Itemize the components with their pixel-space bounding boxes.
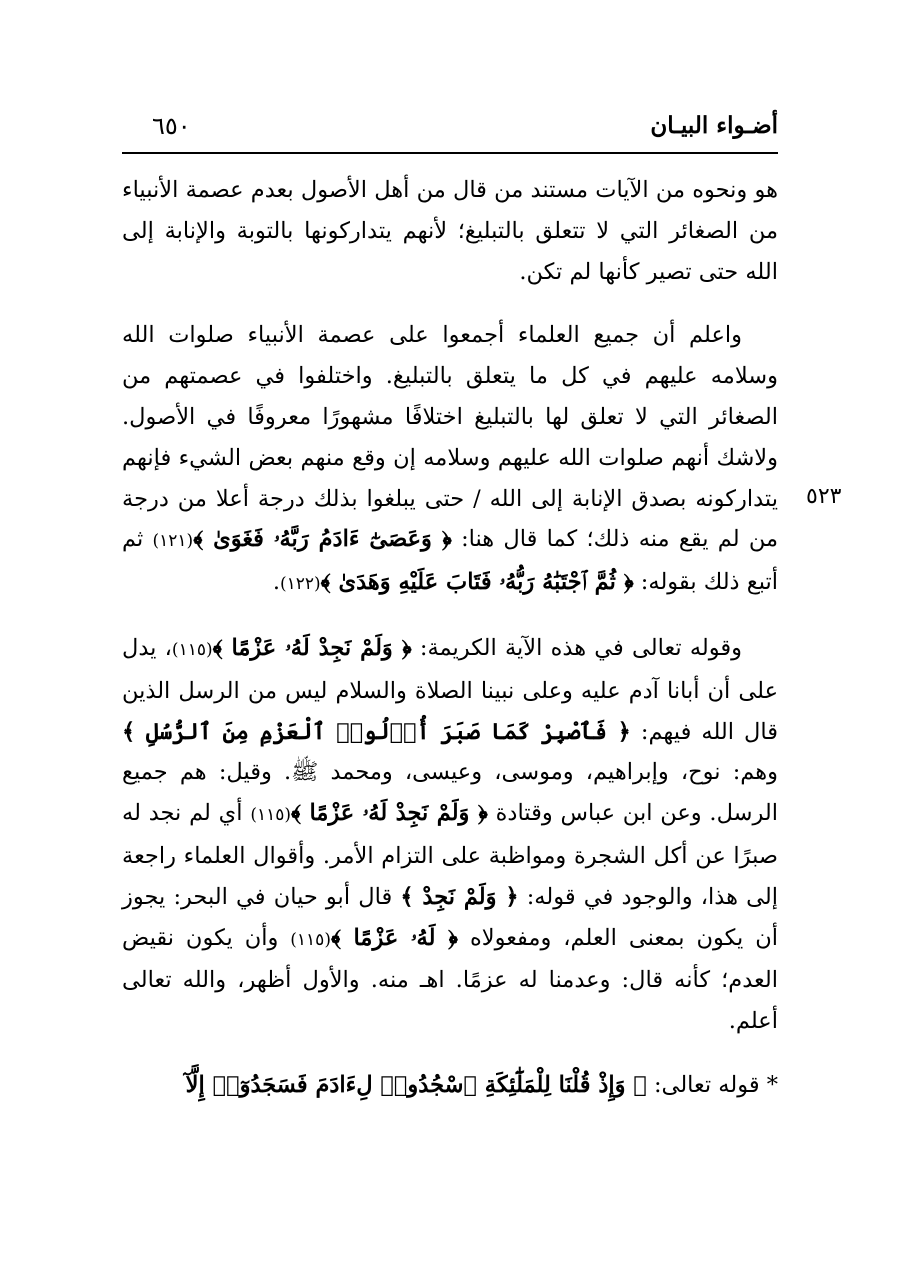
paragraph-3-text: وقوله تعالى في هذه الآية الكريمة: (411, 634, 743, 661)
quran-verse: ﴿ وَلَمْ نَجِدْ لَهُۥ عَزْمًا ﴾ (212, 634, 412, 661)
ayah-number: (١١٥) (171, 639, 213, 660)
ayah-number: (١١٥) (290, 929, 331, 950)
paragraph-3-text: وأن يكون نقيض العدم؛ كأنه قال: وعدمنا له عزمًا. اهـ منه. والأول أظهر، والله تعالى أعلم. (122, 924, 778, 1035)
paragraph-1: هو ونحوه من الآيات مستند من قال من أهل الأصول بعدم عصمة الأنبياء من الصغائر التي لا تتعلق بالتبليغ؛ لأنهم يتداركونها بالتوبة والإنابة إلى الله حتى تصير كأنها لم تكن. (122, 177, 778, 285)
quran-verse: ﴿ وَإِذْ قُلْنَا لِلْمَلَٰٓئِكَةِ ٱسْجُدُوا۟ لِءَادَمَ فَسَجَدُوٓا۟ إِلَّآ (185, 1071, 647, 1098)
page-number: ٦٥٠ (152, 112, 191, 140)
ayah-number: (١٢١) (152, 531, 194, 552)
paragraph-3-text: ، يدل على أن أبانا آدم عليه وعلى نبينا الصلاة والسلام ليس من الرسل الذين قال الله فيهم: (122, 634, 778, 745)
margin-page-marker: ٥٢٣ (806, 484, 842, 509)
paragraph-3-text: وهم: نوح، وإبراهيم، وموسى، وعيسى، ومحمد ﷺ. وقيل: هم جميع الرسل. وعن ابن عباس وقتادة (122, 759, 778, 827)
quran-verse: ﴿ وَعَصَىٰٓ ءَادَمُ رَبَّهُۥ فَغَوَىٰ ﴾ (193, 526, 452, 553)
quran-verse: ﴿ لَهُۥ عَزْمًا ﴾ (330, 924, 459, 951)
paragraph-2-mid: ثم أتبع ذلك بقوله: (122, 526, 778, 596)
paragraph-3-text: قال أبو حيان في البحر: يجوز أن يكون بمعنى العلم، ومفعولاه (122, 883, 778, 951)
quran-verse: ﴿ فَٱصْبِرْ كَمَا صَبَرَ أُو۟لُوا۟ ٱلْعَزْمِ مِنَ ٱلرُّسُلِ ﴾ (122, 718, 631, 745)
page-body (122, 170, 778, 1106)
paragraph-4 (122, 1065, 778, 1106)
quran-verse: ﴿ ثُمَّ ٱجْتَبَٰهُ رَبُّهُۥ فَتَابَ عَلَيْهِ وَهَدَىٰ ﴾ (320, 569, 634, 596)
page-header (122, 112, 778, 148)
paragraph-3 (122, 628, 778, 1042)
ayah-number: (١١٥) (250, 805, 292, 826)
ayah-number: (١٢٢) (279, 574, 321, 595)
paragraph-2-text: واعلم أن جميع العلماء أجمعوا على عصمة الأنبياء صلوات الله وسلامه عليهم في كل ما يتعلق بالتبليغ. واختلفوا في عصمتهم من الصغائر التي لا تعلق لها بالتبليغ اختلافًا مشهورًا معروفًا في الأصول. ولاشك أنهم صلوات الله عليهم وسلامه إن وقع منهم بعض الشيء فإنهم يتداركونه بصدق الإنابة إلى الله / حتى يبلغوا بذلك درجة أعلا من درجة من لم يقع منه ذلك؛ كما قال هنا: (122, 322, 778, 553)
paragraph-2 (122, 315, 778, 605)
quran-verse: ﴿ وَلَمْ نَجِدْ ﴾ (400, 883, 519, 910)
book-title: أضـواء البيـان (650, 112, 778, 139)
quran-verse: ﴿ وَلَمْ نَجِدْ لَهُۥ عَزْمًا ﴾ (291, 800, 488, 827)
header-rule (122, 152, 778, 154)
paragraph-2-end: . (272, 569, 280, 596)
paragraph-3-text: أي لم نجد له صبرًا عن أكل الشجرة ومواظبة على التزام الأمر. وأقوال العلماء راجعة إلى هذا، والوجود في قوله: (122, 800, 778, 910)
verse-heading-lead: * قوله تعالى: (646, 1071, 778, 1098)
